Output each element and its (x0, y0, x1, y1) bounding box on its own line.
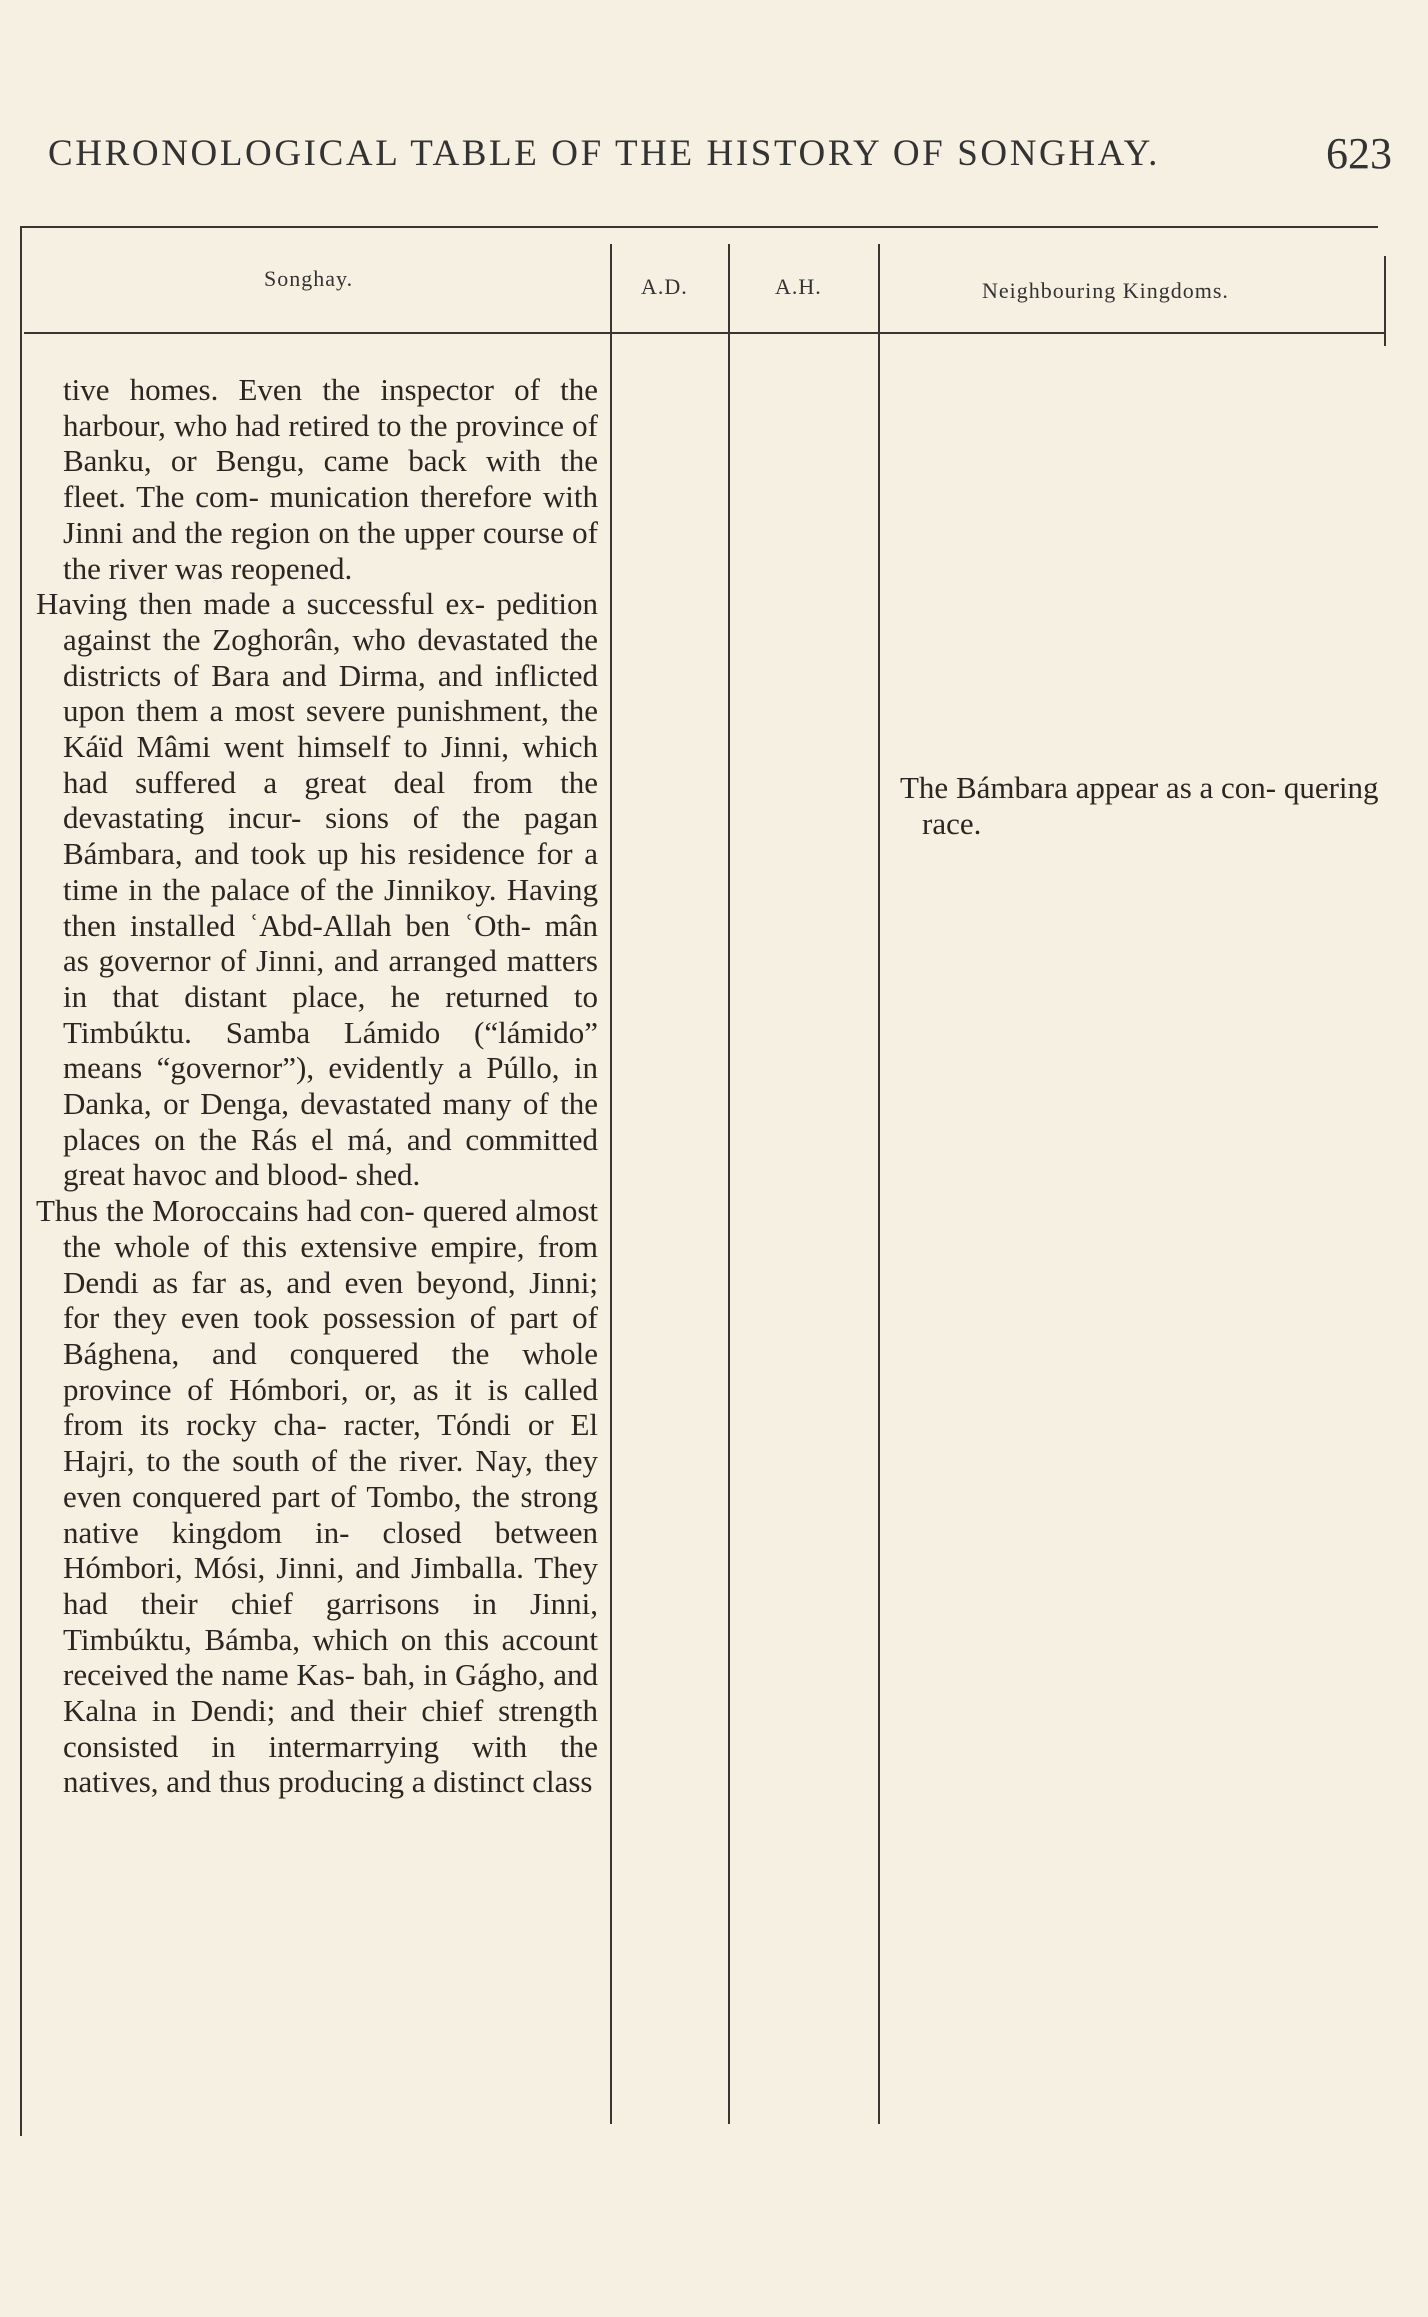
running-head (48, 129, 1392, 184)
songhay-paragraph: Thus the Moroccains had con- quered almost the whole of this extensive empire, from Dendi as far as, and even beyond, Jinni; for they even took possession of part of Bághena, and conquered the whole province of Hómbori, or, as it is called from its rocky cha- racter, Tóndi or El Hajri, to the south of the river. Nay, they even conquered part of Tombo, the strong native kingdom in- closed between Hómbori, Mósi, Jinni, and Jimballa. They had their chief garrisons in Jinni, Timbúktu, Bámba, which on this account received the name Kas- bah, in Gágho, and Kalna in Dendi; and their chief strength consisted in intermarrying with the natives, and thus producing a distinct class (36, 1193, 598, 1800)
songhay-paragraph: Having then made a successful ex- pedition against the Zoghorân, who devastated the districts of Bara and Dirma, and inflicted upon them a most severe punishment, the Káïd Mâmi went himself to Jinni, which had suffered a great deal from the devastating incur- sions of the pagan Bámbara, and took up his residence for a time in the palace of the Jinnikoy. Having then installed ʿAbd-Allah ben ʿOth- mân as governor of Jinni, and arranged matters in that distant place, he returned to Timbúktu. Samba Lámido (“lámido” means “governor”), evidently a Púllo, in Danka, or Denga, devastated many of the places on the Rás el má, and committed great havoc and blood- shed. (36, 586, 598, 1193)
column-divider-songhay (610, 244, 612, 2124)
column-divider-right (1384, 256, 1386, 346)
page-number: 623 (1326, 129, 1392, 178)
running-title: CHRONOLOGICAL TABLE OF THE HISTORY OF SONGHAY. (48, 133, 1160, 174)
column-heading-ad: A.D. (641, 274, 688, 299)
table-top-rule (20, 226, 1378, 228)
column-divider-ad (728, 244, 730, 2124)
column-divider-ah (878, 244, 880, 2124)
songhay-paragraph: tive homes. Even the inspector of the harbour, who had retired to the province of Banku, or Bengu, came back with the fleet. The com- munication therefore with Jinni and the region on the upper course of the river was reopened. (63, 372, 598, 586)
column-heading-ah: A.H. (775, 274, 822, 299)
header-bottom-rule (24, 332, 1384, 334)
songhay-column-text (36, 372, 598, 1800)
column-heading-neighbouring: Neighbouring Kingdoms. (982, 278, 1229, 303)
column-heading-songhay: Songhay. (264, 266, 354, 291)
column-divider-left (20, 226, 22, 2136)
neighbouring-entry: The Bámbara appear as a con- quering race. (900, 770, 1379, 841)
